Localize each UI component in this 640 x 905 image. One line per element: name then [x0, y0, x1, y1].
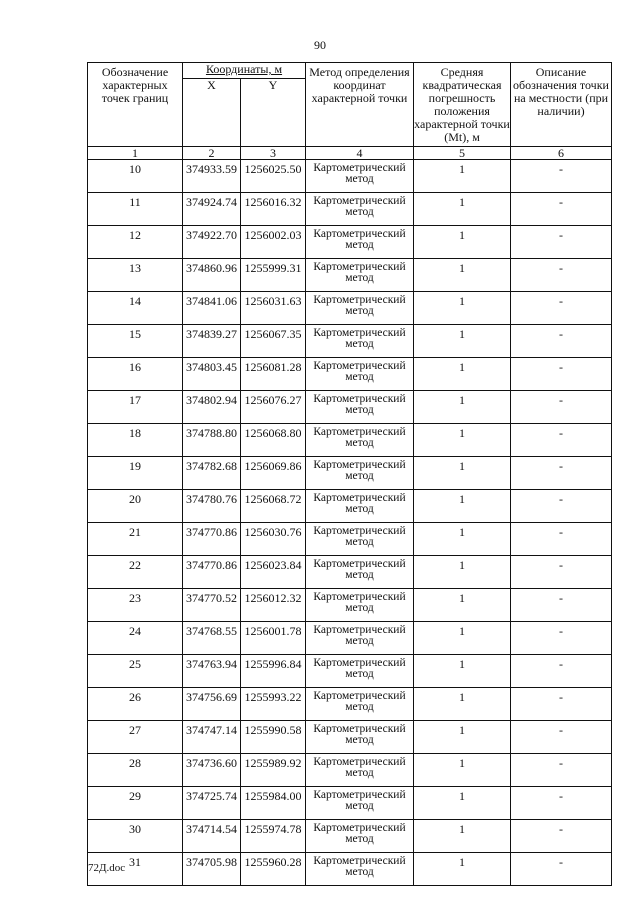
cell-y: 1255974.78: [241, 820, 306, 853]
cell-method: Картометрический метод: [306, 457, 414, 490]
column-number: 4: [306, 147, 414, 160]
cell-y: 1256068.80: [241, 424, 306, 457]
cell-method: Картометрический метод: [306, 226, 414, 259]
cell-method: Картометрический метод: [306, 424, 414, 457]
cell-x: 374714.54: [183, 820, 241, 853]
cell-error: 1: [414, 424, 511, 457]
cell-method: Картометрический метод: [306, 391, 414, 424]
cell-error: 1: [414, 556, 511, 589]
cell-description: -: [511, 226, 612, 259]
cell-description: -: [511, 325, 612, 358]
cell-method: Картометрический метод: [306, 523, 414, 556]
cell-y: 1256030.76: [241, 523, 306, 556]
cell-y: 1256025.50: [241, 160, 306, 193]
cell-y: 1256012.32: [241, 589, 306, 622]
cell-x: 374770.86: [183, 556, 241, 589]
cell-method: Картометрический метод: [306, 556, 414, 589]
header-error: Средняя квадратическая погрешность положения характерной точки (Mt), м: [414, 63, 511, 147]
table-row: [88, 424, 612, 457]
cell-y: 1256081.28: [241, 358, 306, 391]
cell-point: 15: [88, 325, 183, 358]
cell-y: 1255989.92: [241, 754, 306, 787]
cell-description: -: [511, 589, 612, 622]
table-row: [88, 589, 612, 622]
cell-description: -: [511, 358, 612, 391]
header-x: X: [183, 79, 241, 147]
cell-description: -: [511, 490, 612, 523]
cell-x: 374922.70: [183, 226, 241, 259]
cell-x: 374924.74: [183, 193, 241, 226]
table-body: [88, 160, 612, 886]
cell-x: 374756.69: [183, 688, 241, 721]
cell-x: 374839.27: [183, 325, 241, 358]
cell-method: Картометрический метод: [306, 688, 414, 721]
cell-point: 20: [88, 490, 183, 523]
cell-description: -: [511, 556, 612, 589]
footer-filename: 72Д.doc: [88, 862, 126, 874]
cell-x: 374768.55: [183, 622, 241, 655]
cell-point: 16: [88, 358, 183, 391]
cell-y: 1256068.72: [241, 490, 306, 523]
cell-x: 374725.74: [183, 787, 241, 820]
cell-method: Картометрический метод: [306, 754, 414, 787]
cell-point: 18: [88, 424, 183, 457]
cell-y: 1255984.00: [241, 787, 306, 820]
table-row: [88, 655, 612, 688]
cell-point: 28: [88, 754, 183, 787]
cell-point: 12: [88, 226, 183, 259]
cell-x: 374933.59: [183, 160, 241, 193]
cell-x: 374705.98: [183, 853, 241, 886]
cell-error: 1: [414, 490, 511, 523]
cell-description: -: [511, 655, 612, 688]
cell-x: 374782.68: [183, 457, 241, 490]
table-row: [88, 688, 612, 721]
cell-error: 1: [414, 853, 511, 886]
cell-method: Картометрический метод: [306, 193, 414, 226]
cell-error: 1: [414, 655, 511, 688]
cell-point: 27: [88, 721, 183, 754]
table-row: [88, 556, 612, 589]
cell-description: -: [511, 193, 612, 226]
cell-y: 1255993.22: [241, 688, 306, 721]
table-row: [88, 490, 612, 523]
cell-y: 1256031.63: [241, 292, 306, 325]
cell-error: 1: [414, 457, 511, 490]
cell-error: 1: [414, 292, 511, 325]
column-number: 6: [511, 147, 612, 160]
cell-point: 29: [88, 787, 183, 820]
cell-point: 21: [88, 523, 183, 556]
table-row: [88, 160, 612, 193]
cell-point: 26: [88, 688, 183, 721]
table-row: [88, 259, 612, 292]
cell-method: Картометрический метод: [306, 622, 414, 655]
cell-y: 1255960.28: [241, 853, 306, 886]
cell-x: 374860.96: [183, 259, 241, 292]
cell-description: -: [511, 259, 612, 292]
cell-error: 1: [414, 688, 511, 721]
cell-description: -: [511, 688, 612, 721]
cell-point: 10: [88, 160, 183, 193]
cell-y: 1255996.84: [241, 655, 306, 688]
cell-point: 14: [88, 292, 183, 325]
cell-error: 1: [414, 787, 511, 820]
cell-error: 1: [414, 391, 511, 424]
cell-point: 19: [88, 457, 183, 490]
cell-error: 1: [414, 358, 511, 391]
cell-error: 1: [414, 193, 511, 226]
header-designation: Обозначение характерных точек границ: [88, 63, 183, 147]
table-row: [88, 292, 612, 325]
table-row: [88, 820, 612, 853]
coordinates-table: [87, 62, 612, 886]
cell-point: 30: [88, 820, 183, 853]
cell-x: 374763.94: [183, 655, 241, 688]
cell-error: 1: [414, 226, 511, 259]
column-number: 2: [183, 147, 241, 160]
cell-x: 374803.45: [183, 358, 241, 391]
header-y: Y: [241, 79, 306, 147]
cell-y: 1256069.86: [241, 457, 306, 490]
table-row: [88, 721, 612, 754]
header-method: Метод определения координат характерной точки: [306, 63, 414, 147]
cell-description: -: [511, 457, 612, 490]
cell-y: 1255990.58: [241, 721, 306, 754]
cell-method: Картометрический метод: [306, 820, 414, 853]
cell-y: 1256023.84: [241, 556, 306, 589]
cell-error: 1: [414, 721, 511, 754]
cell-point: 24: [88, 622, 183, 655]
cell-point: 31: [88, 853, 183, 886]
cell-method: Картометрический метод: [306, 325, 414, 358]
cell-point: 13: [88, 259, 183, 292]
cell-x: 374802.94: [183, 391, 241, 424]
cell-y: 1256002.03: [241, 226, 306, 259]
table-row: [88, 325, 612, 358]
cell-point: 25: [88, 655, 183, 688]
cell-method: Картометрический метод: [306, 259, 414, 292]
cell-description: -: [511, 424, 612, 457]
cell-method: Картометрический метод: [306, 787, 414, 820]
cell-method: Картометрический метод: [306, 589, 414, 622]
cell-method: Картометрический метод: [306, 721, 414, 754]
cell-description: -: [511, 622, 612, 655]
table-row: [88, 457, 612, 490]
cell-method: Картометрический метод: [306, 358, 414, 391]
cell-error: 1: [414, 589, 511, 622]
cell-description: -: [511, 292, 612, 325]
cell-description: -: [511, 787, 612, 820]
cell-description: -: [511, 820, 612, 853]
cell-method: Картометрический метод: [306, 655, 414, 688]
cell-error: 1: [414, 325, 511, 358]
cell-point: 22: [88, 556, 183, 589]
table-row: [88, 787, 612, 820]
table-row: [88, 622, 612, 655]
cell-description: -: [511, 160, 612, 193]
cell-error: 1: [414, 259, 511, 292]
table-header: [88, 63, 612, 160]
cell-error: 1: [414, 523, 511, 556]
table-row: [88, 853, 612, 886]
cell-error: 1: [414, 754, 511, 787]
cell-x: 374788.80: [183, 424, 241, 457]
table-row: [88, 523, 612, 556]
header-coordinates: Координаты, м: [183, 63, 306, 79]
cell-x: 374780.76: [183, 490, 241, 523]
table-row: [88, 193, 612, 226]
cell-x: 374770.52: [183, 589, 241, 622]
column-number: 5: [414, 147, 511, 160]
cell-y: 1256076.27: [241, 391, 306, 424]
cell-point: 23: [88, 589, 183, 622]
column-number: 1: [88, 147, 183, 160]
page-number: 90: [314, 38, 326, 52]
cell-y: 1256001.78: [241, 622, 306, 655]
table-row: [88, 391, 612, 424]
cell-x: 374736.60: [183, 754, 241, 787]
column-number-row: [88, 147, 612, 160]
cell-error: 1: [414, 820, 511, 853]
cell-x: 374770.86: [183, 523, 241, 556]
cell-method: Картометрический метод: [306, 292, 414, 325]
cell-method: Картометрический метод: [306, 490, 414, 523]
cell-method: Картометрический метод: [306, 160, 414, 193]
cell-y: 1256067.35: [241, 325, 306, 358]
table-row: [88, 358, 612, 391]
cell-point: 11: [88, 193, 183, 226]
cell-description: -: [511, 754, 612, 787]
cell-description: -: [511, 391, 612, 424]
column-number: 3: [241, 147, 306, 160]
cell-y: 1256016.32: [241, 193, 306, 226]
table-row: [88, 226, 612, 259]
table-row: [88, 754, 612, 787]
cell-method: Картометрический метод: [306, 853, 414, 886]
cell-error: 1: [414, 622, 511, 655]
cell-description: -: [511, 523, 612, 556]
cell-description: -: [511, 721, 612, 754]
cell-error: 1: [414, 160, 511, 193]
cell-point: 17: [88, 391, 183, 424]
cell-x: 374841.06: [183, 292, 241, 325]
cell-description: -: [511, 853, 612, 886]
cell-x: 374747.14: [183, 721, 241, 754]
header-description: Описание обозначения точки на местности (при наличии): [511, 63, 612, 147]
cell-y: 1255999.31: [241, 259, 306, 292]
